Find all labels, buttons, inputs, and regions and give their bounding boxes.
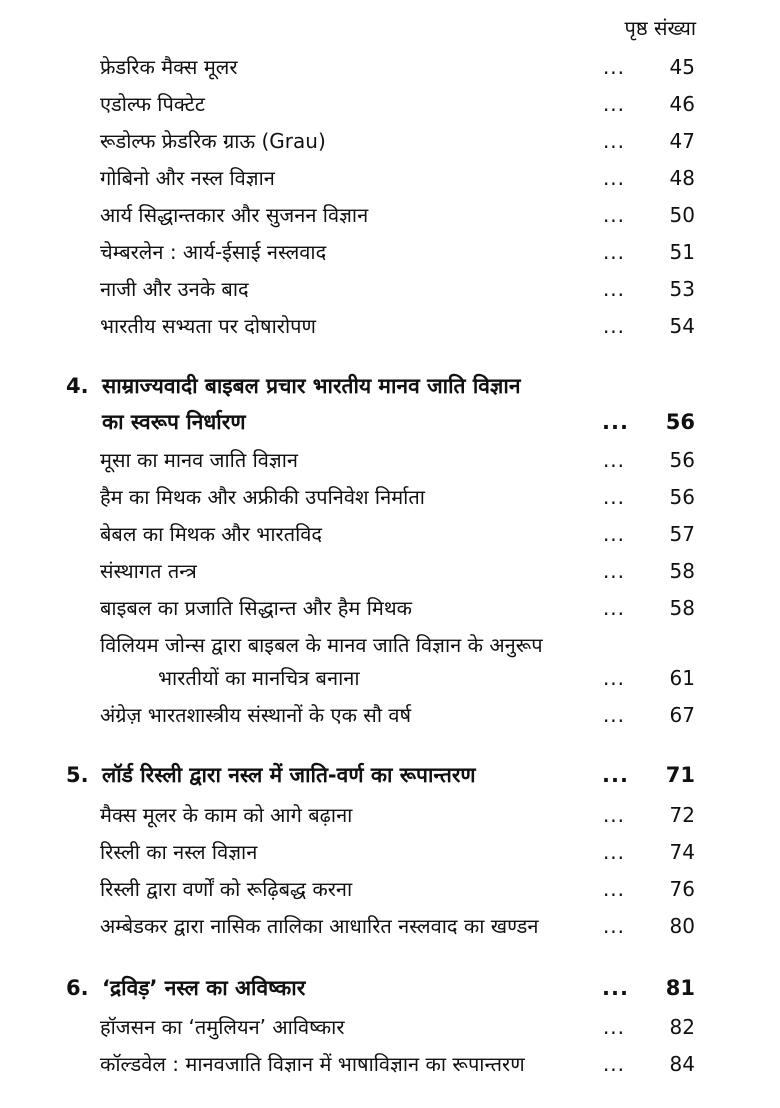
chapter-page-number: 56	[665, 410, 695, 434]
toc-page-number: 67	[669, 703, 695, 727]
chapter-heading	[0, 971, 780, 1005]
toc-page-number: 51	[669, 240, 695, 264]
chapter-title: लॉर्ड रिस्ली द्वारा नस्ल में जाति-वर्ण का रूपान्तरण	[102, 763, 476, 787]
toc-page-number: 50	[669, 203, 695, 227]
toc-leader-dots: ...	[602, 277, 626, 301]
chapter-page-number: 81	[665, 976, 695, 1000]
toc-entry	[0, 50, 780, 84]
chapter-title: का स्वरूप निर्धारण	[102, 410, 246, 434]
toc-entry	[0, 272, 780, 306]
toc-leader-dots: ...	[602, 240, 626, 264]
toc-page-number: 58	[669, 559, 695, 583]
toc-entry	[0, 835, 780, 869]
toc-entry-title: बेबल का मिथक और भारतविद	[100, 522, 323, 546]
chapter-title: ‘द्रविड़’ नस्ल का अविष्कार	[102, 976, 306, 1000]
toc-leader-dots: ...	[602, 703, 626, 727]
toc-entry	[0, 1010, 780, 1044]
toc-page-number: 61	[669, 666, 695, 690]
toc-entry-title: आर्य सिद्धान्तकार और सुजनन विज्ञान	[100, 203, 369, 227]
toc-entry	[0, 87, 780, 121]
toc-entry-title: मूसा का मानव जाति विज्ञान	[100, 448, 298, 472]
toc-leader-dots: ...	[602, 763, 629, 787]
toc-leader-dots: ...	[602, 914, 626, 938]
toc-page-number: 80	[669, 914, 695, 938]
toc-leader-dots: ...	[602, 803, 626, 827]
page-number-column-header: पृष्ठ संख्या	[624, 16, 696, 40]
toc-page-number: 56	[669, 448, 695, 472]
toc-page-number: 72	[669, 803, 695, 827]
toc-entry	[0, 517, 780, 551]
chapter-heading	[0, 369, 780, 403]
toc-entry-title: मैक्स मूलर के काम को आगे बढ़ाना	[100, 803, 353, 827]
toc-entry	[0, 198, 780, 232]
toc-page-number: 82	[669, 1015, 695, 1039]
toc-page-number: 54	[669, 314, 695, 338]
toc-entry	[0, 443, 780, 477]
toc-leader-dots: ...	[602, 1052, 626, 1076]
toc-entry	[0, 909, 780, 943]
toc-page-number: 46	[669, 92, 695, 116]
toc-entry	[0, 309, 780, 343]
toc-leader-dots: ...	[602, 666, 626, 690]
toc-entry	[0, 872, 780, 906]
toc-entry	[0, 235, 780, 269]
toc-entry-title: कॉल्डवेल : मानवजाति विज्ञान में भाषाविज्ञान का रूपान्तरण	[100, 1052, 525, 1076]
toc-entry	[0, 161, 780, 195]
toc-entry-title: रिस्ली द्वारा वर्णों को रूढ़िबद्ध करना	[100, 877, 353, 901]
toc-page-number: 45	[669, 55, 695, 79]
toc-leader-dots: ...	[602, 976, 629, 1000]
toc-entry-multiline	[0, 628, 780, 662]
toc-entry-multiline-continued	[0, 661, 780, 695]
toc-entry-title: चेम्बरलेन : आर्य-ईसाई नस्लवाद	[100, 240, 327, 264]
toc-entry	[0, 698, 780, 732]
toc-page-number: 48	[669, 166, 695, 190]
toc-entry	[0, 480, 780, 514]
toc-leader-dots: ...	[602, 166, 626, 190]
chapter-page-number: 71	[665, 763, 695, 787]
toc-entry	[0, 591, 780, 625]
toc-leader-dots: ...	[602, 203, 626, 227]
toc-leader-dots: ...	[602, 448, 626, 472]
toc-page-number: 58	[669, 596, 695, 620]
toc-page-number: 84	[669, 1052, 695, 1076]
toc-entry-title: बाइबल का प्रजाति सिद्धान्त और हैम मिथक	[100, 596, 412, 620]
toc-leader-dots: ...	[602, 485, 626, 509]
chapter-number: 6.	[66, 976, 89, 1000]
chapter-heading	[0, 758, 780, 792]
toc-entry-title: रूडोल्फ फ्रेडरिक ग्राऊ (Grau)	[100, 129, 326, 153]
toc-entry-title: एडोल्फ पिक्टेट	[100, 92, 205, 116]
toc-page-number: 57	[669, 522, 695, 546]
toc-entry	[0, 1047, 780, 1081]
toc-entry-title: हैम का मिथक और अफ्रीकी उपनिवेश निर्माता	[100, 485, 425, 509]
toc-leader-dots: ...	[602, 55, 626, 79]
toc-page-number: 74	[669, 840, 695, 864]
chapter-title: साम्राज्यवादी बाइबल प्रचार भारतीय मानव जाति विज्ञान	[102, 374, 521, 398]
toc-leader-dots: ...	[602, 559, 626, 583]
toc-leader-dots: ...	[602, 840, 626, 864]
toc-page-number: 47	[669, 129, 695, 153]
toc-leader-dots: ...	[602, 1015, 626, 1039]
toc-entry	[0, 124, 780, 158]
toc-entry-title: फ्रेडरिक मैक्स मूलर	[100, 55, 238, 79]
toc-leader-dots: ...	[602, 877, 626, 901]
toc-leader-dots: ...	[602, 596, 626, 620]
toc-entry	[0, 798, 780, 832]
toc-entry-title: भारतीयों का मानचित्र बनाना	[158, 666, 360, 690]
chapter-number: 4.	[66, 374, 89, 398]
toc-entry-title: हॉजसन का ‘तमुलियन’ आविष्कार	[100, 1015, 345, 1039]
toc-entry	[0, 554, 780, 588]
toc-entry-title: गोबिनो और नस्ल विज्ञान	[100, 166, 275, 190]
chapter-heading-continued	[0, 405, 780, 439]
toc-leader-dots: ...	[602, 410, 629, 434]
toc-entry-title: रिस्ली का नस्ल विज्ञान	[100, 840, 258, 864]
toc-entry-title: नाजी और उनके बाद	[100, 277, 249, 301]
toc-page-number: 53	[669, 277, 695, 301]
toc-entry-title: अम्बेडकर द्वारा नासिक तालिका आधारित नस्लवाद का खण्डन	[100, 914, 539, 938]
chapter-number: 5.	[66, 763, 89, 787]
toc-leader-dots: ...	[602, 129, 626, 153]
toc-leader-dots: ...	[602, 92, 626, 116]
toc-entry-title: अंग्रेज़ भारतशास्त्रीय संस्थानों के एक सौ वर्ष	[100, 703, 412, 727]
toc-page-number: 76	[669, 877, 695, 901]
toc-entry-title: संस्थागत तन्त्र	[100, 559, 197, 583]
toc-leader-dots: ...	[602, 314, 626, 338]
toc-entry-title: विलियम जोन्स द्वारा बाइबल के मानव जाति विज्ञान के अनुरूप	[100, 633, 543, 657]
toc-leader-dots: ...	[602, 522, 626, 546]
toc-page-number: 56	[669, 485, 695, 509]
toc-entry-title: भारतीय सभ्यता पर दोषारोपण	[100, 314, 316, 338]
